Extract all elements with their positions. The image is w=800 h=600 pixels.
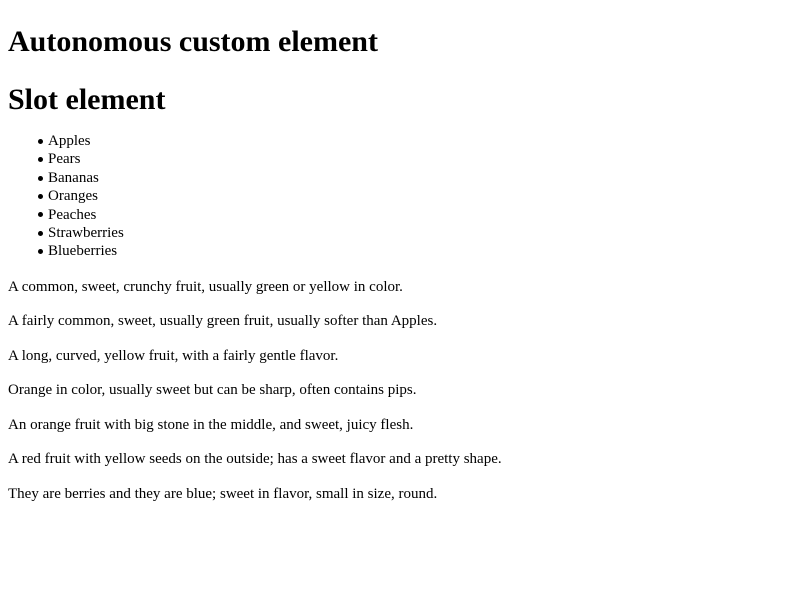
list-item-oranges — [38, 187, 792, 205]
list-item-strawberries — [38, 224, 792, 242]
description-bananas: A long, curved, yellow fruit, with a fairly gentle flavor. — [8, 347, 339, 364]
list-item-blueberries — [38, 242, 792, 260]
bullet-icon — [38, 212, 43, 217]
bullet-icon — [38, 249, 43, 254]
page-title: Autonomous custom element — [8, 25, 378, 58]
list-item-label: Strawberries — [48, 225, 124, 242]
description-apples: A common, sweet, crunchy fruit, usually green or yellow in color. — [8, 278, 403, 295]
description-oranges: Orange in color, usually sweet but can be sharp, often contains pips. — [8, 382, 417, 399]
bullet-icon — [38, 231, 43, 236]
fruit-list — [8, 132, 792, 261]
description-blueberries: They are berries and they are blue; sweet in flavor, small in size, round. — [8, 485, 438, 502]
list-item-peaches — [38, 206, 792, 224]
list-item-pears — [38, 150, 792, 168]
list-item-label: Apples — [48, 133, 91, 149]
bullet-icon — [38, 139, 43, 144]
bullet-icon — [38, 157, 43, 162]
description-pears: A fairly common, sweet, usually green fruit, usually softer than Apples. — [8, 313, 438, 330]
bullet-icon — [38, 176, 43, 181]
list-item-label: Oranges — [48, 188, 98, 205]
list-item-bananas — [38, 169, 792, 187]
list-item-label: Peaches — [48, 206, 97, 223]
list-item-apples — [38, 132, 792, 150]
description-block — [8, 278, 792, 503]
list-item-label: Bananas — [48, 169, 99, 186]
list-item-label: Pears — [48, 151, 81, 168]
description-peaches: An orange fruit with big stone in the middle, and sweet, juicy flesh. — [8, 416, 414, 433]
description-strawberries: A red fruit with yellow seeds on the outside; has a sweet flavor and a pretty shape. — [8, 451, 502, 468]
bullet-icon — [38, 194, 43, 199]
list-item-label: Blueberries — [48, 243, 118, 260]
section-heading: Slot element — [8, 83, 166, 116]
